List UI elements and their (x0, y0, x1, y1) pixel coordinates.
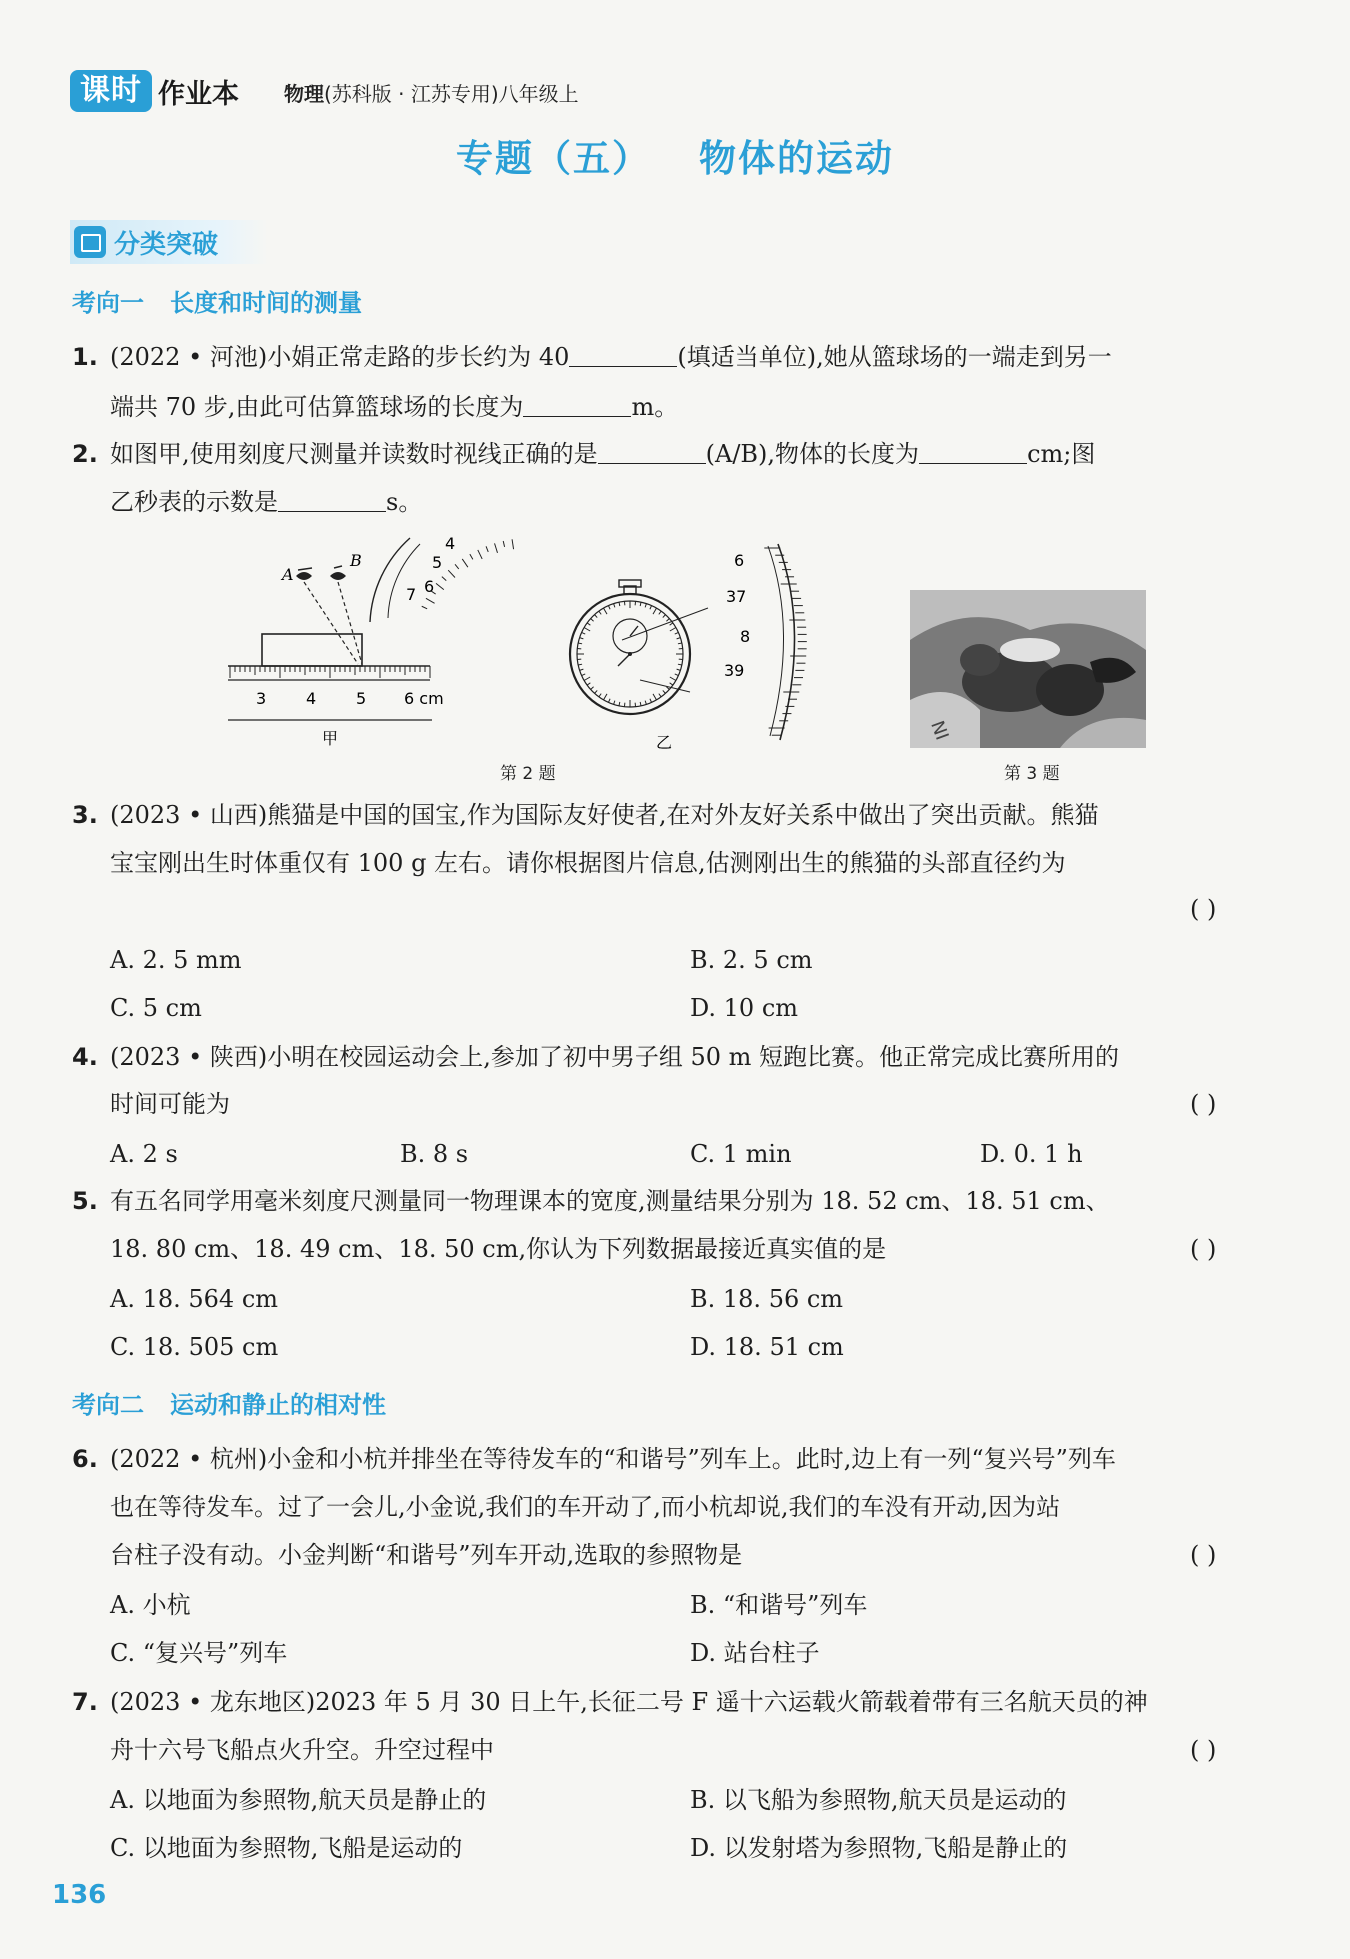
answer-parentheses[interactable]: ( ) (1190, 1235, 1217, 1263)
option-b[interactable]: B. 2. 5 cm (690, 946, 813, 974)
option-b[interactable]: B. 8 s (400, 1140, 469, 1168)
option-d[interactable]: D. 0. 1 h (980, 1140, 1083, 1168)
tick-mark (675, 674, 679, 676)
ruler-tick-label: 4 (306, 689, 317, 708)
tick-mark (670, 683, 673, 685)
tick-mark (650, 699, 652, 703)
tick-mark (591, 619, 594, 622)
option-d[interactable]: D. 18. 51 cm (690, 1333, 844, 1361)
option-d[interactable]: D. 站台柱子 (690, 1639, 820, 1667)
question-number: 3. (72, 801, 98, 829)
page-title (0, 128, 1350, 182)
option-c[interactable]: C. “复兴号”列车 (110, 1639, 288, 1667)
figure-jia-ruler (228, 551, 444, 748)
section-banner (70, 220, 268, 264)
option-a[interactable]: A. 2 s (110, 1140, 178, 1168)
question-number: 2. (72, 440, 98, 468)
question-2-line-2: 乙秒表的示数是 s。 (110, 488, 423, 516)
tick-mark (608, 606, 610, 610)
tick-mark (614, 701, 615, 705)
question-6-line-3: 台柱子没有动。小金判断“和谐号”列车开动,选取的参照物是 (110, 1541, 743, 1569)
panda-photo (910, 590, 1146, 748)
tick-mark (645, 604, 646, 608)
tick-mark (659, 694, 661, 697)
question-number: 5. (72, 1187, 98, 1215)
option-d[interactable]: D. 10 cm (690, 994, 799, 1022)
tick-mark (426, 598, 435, 603)
question-5-line-1: 有五名同学用毫米刻度尺测量同一物理课本的宽度,测量结果分别为 18. 52 cm、18. 51 cm、 (110, 1187, 1110, 1215)
page-number: 136 (52, 1880, 107, 1910)
subfigure-label-yi: 乙 (656, 733, 673, 752)
question-number: 6. (72, 1445, 98, 1473)
tick-mark (580, 638, 584, 639)
question-7-line-1: (2023 • 龙东地区)2023 年 5 月 30 日上午,长征二号 F 遥十六运载火箭载着带有三名航天员的神 (110, 1688, 1148, 1716)
tick-mark (582, 632, 586, 634)
tick-mark (675, 632, 679, 634)
tick-mark (663, 690, 666, 693)
question-7-line-2: 舟十六号飞船点火升空。升空过程中 (110, 1736, 494, 1764)
question-number: 4. (72, 1043, 98, 1071)
tick-mark (595, 615, 598, 618)
book-stack-icon (74, 226, 106, 258)
tick-mark (670, 628, 676, 632)
tick-mark (653, 608, 657, 614)
tick-mark (678, 643, 682, 644)
tick-mark (422, 606, 427, 609)
tick-mark (677, 669, 681, 670)
stopwatch (370, 534, 807, 752)
tick-mark (604, 694, 608, 700)
tick-mark (587, 623, 590, 625)
question-6-line-1: (2022 • 杭州)小金和小杭并排坐在等待发车的“和谐号”列车上。此时,边上有一列“复兴号”列车 (110, 1445, 1116, 1473)
edition-text: (苏科版 · 江苏专用)八年级上 (324, 82, 579, 106)
option-a[interactable]: A. 小杭 (110, 1591, 191, 1619)
question-number: 7. (72, 1688, 98, 1716)
tick-mark (486, 546, 488, 552)
dial-number: 7 (406, 585, 417, 604)
option-c[interactable]: C. 5 cm (110, 994, 202, 1022)
label-b: B (350, 551, 362, 570)
eye-b-icon (330, 566, 346, 580)
tick-mark (677, 638, 681, 639)
option-c[interactable]: C. 以地面为参照物,飞船是运动的 (110, 1834, 463, 1862)
question-number: 1. (72, 343, 98, 371)
tick-mark (587, 683, 590, 685)
scale-number: 6 (734, 551, 745, 570)
tick-mark (595, 690, 598, 693)
tick-mark (599, 611, 601, 614)
tick-mark (578, 643, 582, 644)
scale-number: 39 (724, 661, 745, 680)
tick-mark (650, 606, 652, 610)
subject-name: 物理 (284, 82, 324, 106)
scale-number: 8 (740, 627, 751, 646)
figure-2 (220, 530, 820, 770)
tick-mark (619, 602, 620, 606)
tick-mark (495, 543, 498, 553)
answer-parentheses[interactable]: ( ) (1190, 1541, 1217, 1569)
ruler-tick-label: 3 (256, 689, 267, 708)
question-3-line-2: 宝宝刚出生时体重仅有 100 g 左右。请你根据图片信息,估测刚出生的熊猫的头部直径约为 (110, 849, 1066, 877)
tick-mark (512, 539, 513, 549)
option-c[interactable]: C. 1 min (690, 1140, 792, 1168)
question-4-line-1: (2023 • 陕西)小明在校园运动会上,参加了初中男子组 50 m 短跑比赛。他正常完成比赛所用的 (110, 1043, 1120, 1071)
answer-parentheses[interactable]: ( ) (1190, 1736, 1217, 1764)
tick-mark (448, 570, 455, 577)
question-4-line-2: 时间可能为 (110, 1090, 230, 1118)
tick-mark (591, 687, 594, 690)
option-a[interactable]: A. 2. 5 mm (110, 946, 242, 974)
question-5-line-2: 18. 80 cm、18. 49 cm、18. 50 cm,你认为下列数据最接近真实值的是 (110, 1235, 887, 1263)
answer-blank[interactable] (919, 439, 1027, 464)
tick-mark (614, 604, 615, 608)
tick-mark (619, 702, 620, 706)
question-2-line-1: 如图甲,使用刻度尺测量并读数时视线正确的是 (A/B),物体的长度为 cm;图 (110, 440, 1096, 468)
tick-mark (462, 559, 468, 567)
question-6-line-2: 也在等待发车。过了一会儿,小金说,我们的车开动了,而小杭却说,我们的车没有开动,因为站 (110, 1493, 1061, 1521)
tick-mark (580, 669, 584, 670)
tick-mark (653, 694, 657, 700)
tick-mark (640, 702, 641, 706)
title-part2: 物体的运动 (699, 137, 894, 180)
tick-mark (608, 699, 610, 703)
option-b[interactable]: B. 以飞船为参照物,航天员是运动的 (690, 1786, 1067, 1814)
question-3-line-1: (2023 • 山西)熊猫是中国的国宝,作为国际友好使者,在对外友好关系中做出了突出贡献。熊猫 (110, 801, 1099, 829)
topic-heading-1: 考向一 长度和时间的测量 (72, 289, 362, 317)
ruler-tick-label: 6 cm (404, 689, 444, 708)
option-b[interactable]: B. “和谐号”列车 (690, 1591, 868, 1619)
dial-number: 4 (445, 534, 456, 553)
title-part1: 专题（五） (456, 137, 651, 180)
option-c[interactable]: C. 18. 505 cm (110, 1333, 279, 1361)
answer-blank[interactable] (523, 392, 631, 417)
tick-mark (584, 628, 590, 632)
dial-number: 5 (432, 553, 443, 572)
tick-mark (640, 602, 641, 606)
option-b[interactable]: B. 18. 56 cm (690, 1285, 844, 1313)
tick-mark (666, 619, 669, 622)
dial-number: 6 (424, 577, 435, 596)
subfigure-label-jia: 甲 (322, 729, 339, 748)
tick-mark (604, 608, 608, 614)
tick-mark (442, 577, 446, 581)
scale-number: 37 (726, 587, 747, 606)
option-a[interactable]: A. 18. 564 cm (110, 1285, 279, 1313)
logo-badge: 课时 (70, 70, 152, 112)
tick-mark (436, 583, 444, 589)
question-1-line-2: 端共 70 步,由此可估算篮球场的长度为 m。 (110, 393, 679, 421)
book-subtitle (284, 78, 579, 107)
tick-mark (455, 564, 459, 569)
option-a[interactable]: A. 以地面为参照物,航天员是静止的 (110, 1786, 487, 1814)
tick-mark (584, 677, 590, 681)
topic-heading-2: 考向二 运动和静止的相对性 (72, 1391, 386, 1419)
eye-a-icon (296, 568, 312, 580)
tick-mark (670, 677, 676, 681)
logo-text: 作业本 (158, 78, 239, 110)
figure-2-caption: 第 2 题 (500, 764, 556, 784)
tick-mark (578, 664, 582, 665)
tick-mark (478, 550, 482, 559)
tick-mark (503, 541, 504, 547)
photo-mark: NI (926, 718, 953, 743)
question-1-line-1: (2022 • 河池)小娟正常走路的步长约为 40 (填适当单位),她从篮球场的一端走到另一 (110, 343, 1112, 371)
answer-parentheses[interactable]: ( ) (1190, 1090, 1217, 1118)
tick-mark (659, 611, 661, 614)
figure-3-caption: 第 3 题 (1004, 764, 1060, 784)
section-title: 分类突破 (114, 229, 219, 260)
answer-parentheses[interactable]: ( ) (1190, 895, 1217, 923)
tick-mark (670, 623, 673, 625)
answer-blank[interactable] (278, 487, 386, 512)
tick-mark (678, 664, 682, 665)
label-a: A (282, 565, 294, 584)
answer-blank[interactable] (598, 439, 706, 464)
tick-mark (599, 694, 601, 697)
tick-mark (645, 701, 646, 705)
tick-mark (582, 674, 586, 676)
ruler-tick-label: 5 (356, 689, 367, 708)
option-d[interactable]: D. 以发射塔为参照物,飞船是静止的 (690, 1834, 1068, 1862)
answer-blank[interactable] (569, 342, 677, 367)
tick-mark (663, 615, 666, 618)
book-logo (70, 70, 239, 112)
tick-mark (470, 554, 473, 559)
